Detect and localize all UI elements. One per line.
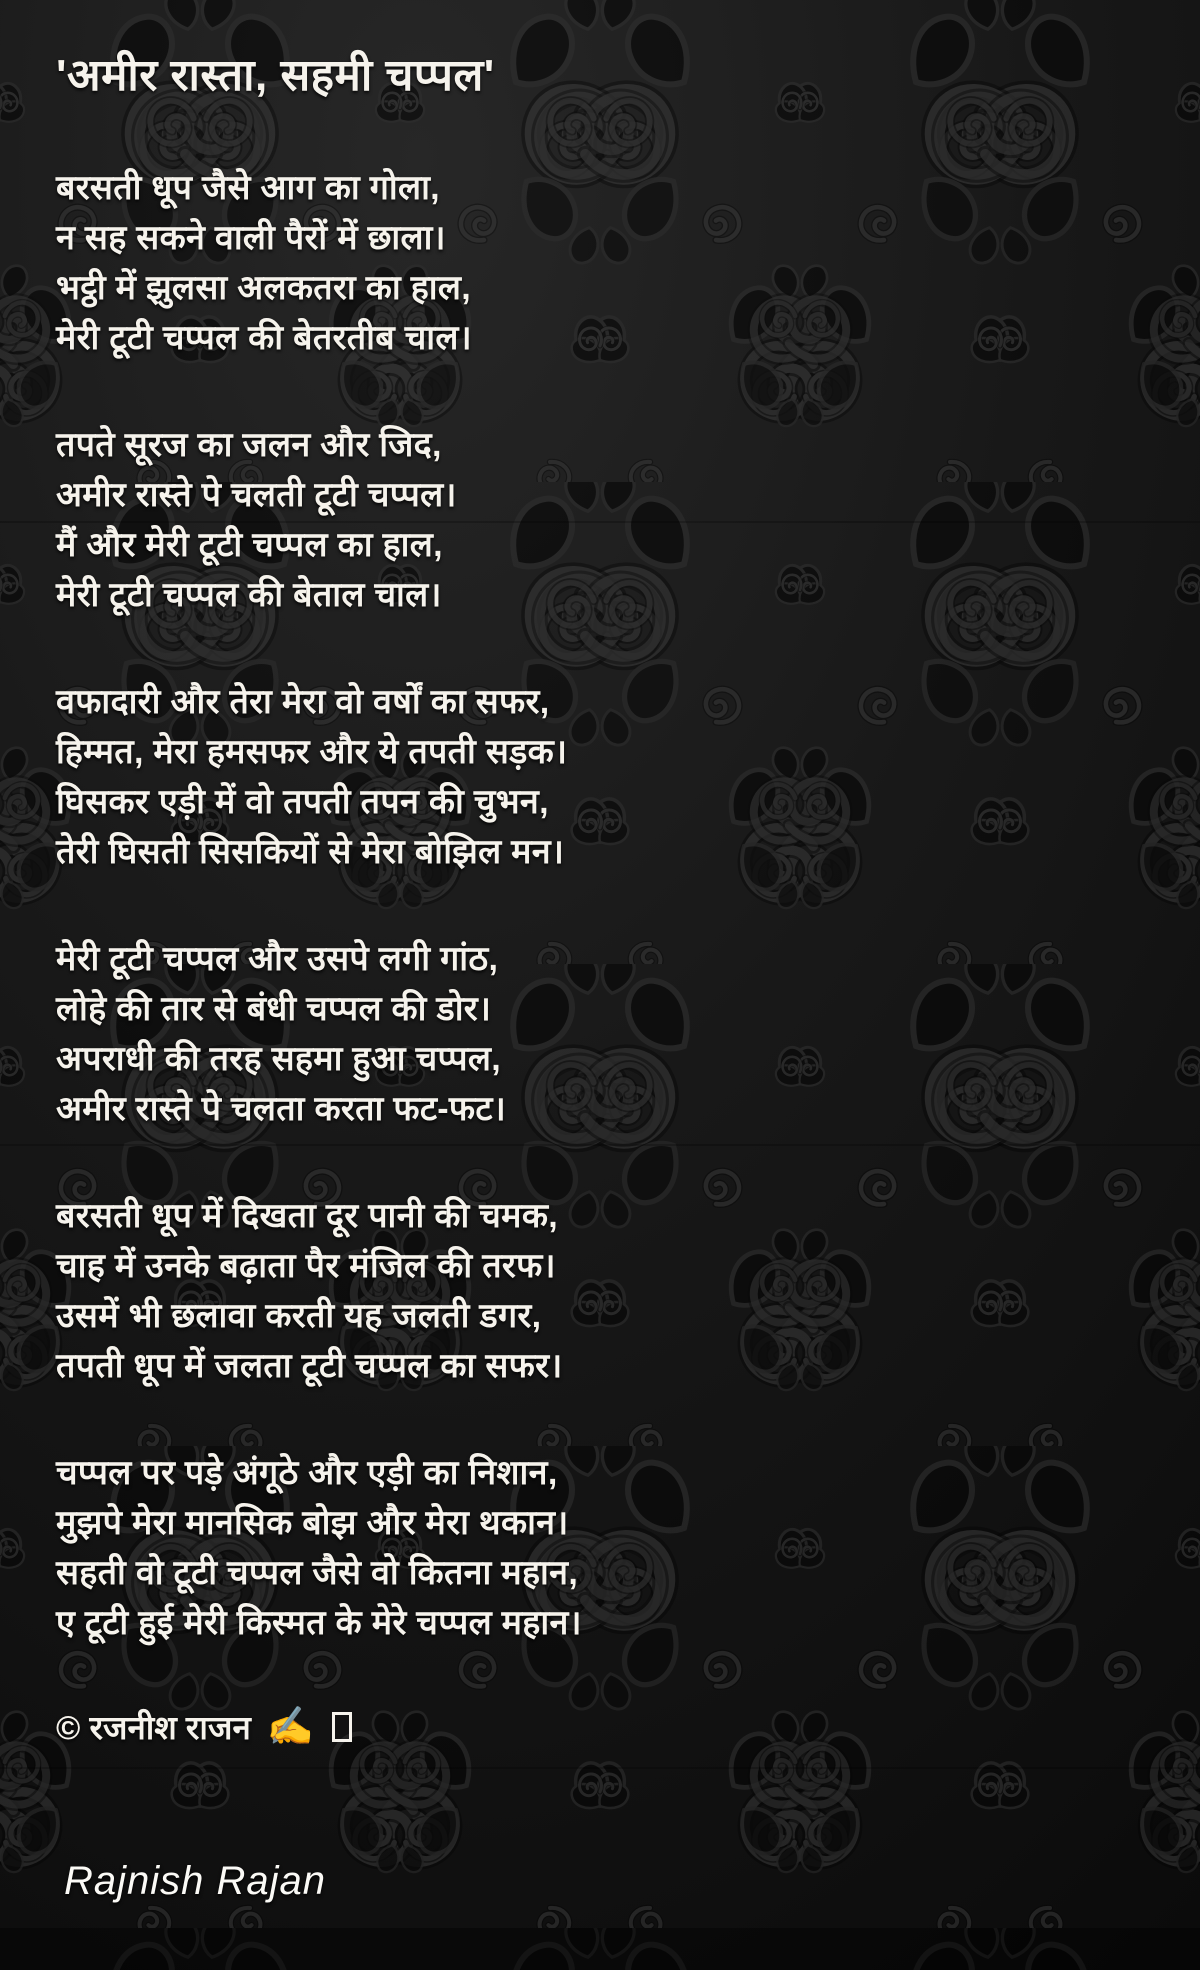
poem-line: ए टूटी हुई मेरी किस्मत के मेरे चप्पल महान। bbox=[56, 1604, 582, 1642]
stanza-4 bbox=[56, 934, 1160, 1134]
poem-line: भट्ठी में झुलसा अलकतरा का हाल, bbox=[56, 269, 471, 307]
poem-line: हिम्मत, मेरा हमसफर और ये तपती सड़क। bbox=[56, 733, 568, 771]
poem-line: लोहे की तार से बंधी चप्पल की डोर। bbox=[56, 990, 492, 1028]
copyright-line bbox=[56, 1704, 1160, 1749]
author-signature: Rajnish Rajan bbox=[64, 1859, 327, 1903]
poem-line: वफादारी और तेरा मेरा वो वर्षों का सफर, bbox=[56, 683, 550, 721]
writing-hand-icon: ✍ bbox=[266, 1705, 315, 1748]
poem-line: घिसकर एड़ी में वो तपती तपन की चुभन, bbox=[56, 783, 549, 821]
poem-line: तपते सूरज का जलन और जिद, bbox=[56, 426, 442, 464]
stanza-2 bbox=[56, 420, 1160, 620]
poem-line: अमीर रास्ते पे चलता करता फट-फट। bbox=[56, 1090, 507, 1128]
poem-line: तपती धूप में जलता टूटी चप्पल का सफर। bbox=[56, 1347, 563, 1385]
poem-line: चप्पल पर पड़े अंगूठे और एड़ी का निशान, bbox=[56, 1454, 558, 1492]
missing-glyph-box-icon bbox=[332, 1712, 352, 1742]
stanza-3 bbox=[56, 677, 1160, 877]
poem-line: अपराधी की तरह सहमा हुआ चप्पल, bbox=[56, 1040, 501, 1078]
poem-line: चाह में उनके बढ़ाता पैर मंजिल की तरफ। bbox=[56, 1247, 556, 1285]
poem-line: उसमें भी छलावा करती यह जलती डगर, bbox=[56, 1297, 542, 1335]
poem-line: बरसती धूप में दिखता दूर पानी की चमक, bbox=[56, 1197, 558, 1235]
poem-line: मेरी टूटी चप्पल की बेताल चाल। bbox=[56, 576, 442, 614]
poem-line: मैं और मेरी टूटी चप्पल का हाल, bbox=[56, 526, 443, 564]
stanza-1 bbox=[56, 163, 1160, 363]
poem-line: सहती वो टूटी चप्पल जैसे वो कितना महान, bbox=[56, 1554, 579, 1592]
poem-line: मेरी टूटी चप्पल की बेतरतीब चाल। bbox=[56, 319, 472, 357]
copyright-text: © रजनीश राजन bbox=[56, 1709, 251, 1746]
poem-line: अमीर रास्ते पे चलती टूटी चप्पल। bbox=[56, 476, 457, 514]
poem-line: बरसती धूप जैसे आग का गोला, bbox=[56, 169, 440, 207]
stanza-5 bbox=[56, 1191, 1160, 1391]
poem-line: न सह सकने वाली पैरों में छाला। bbox=[56, 219, 446, 257]
poem-title: 'अमीर रास्ता, सहमी चप्पल' bbox=[56, 51, 495, 100]
poem-line: तेरी घिसती सिसकियों से मेरा बोझिल मन। bbox=[56, 833, 565, 871]
stanza-6 bbox=[56, 1448, 1160, 1648]
poem-line: मेरी टूटी चप्पल और उसपे लगी गांठ, bbox=[56, 940, 499, 978]
poem-line: मुझपे मेरा मानसिक बोझ और मेरा थकान। bbox=[56, 1504, 569, 1542]
